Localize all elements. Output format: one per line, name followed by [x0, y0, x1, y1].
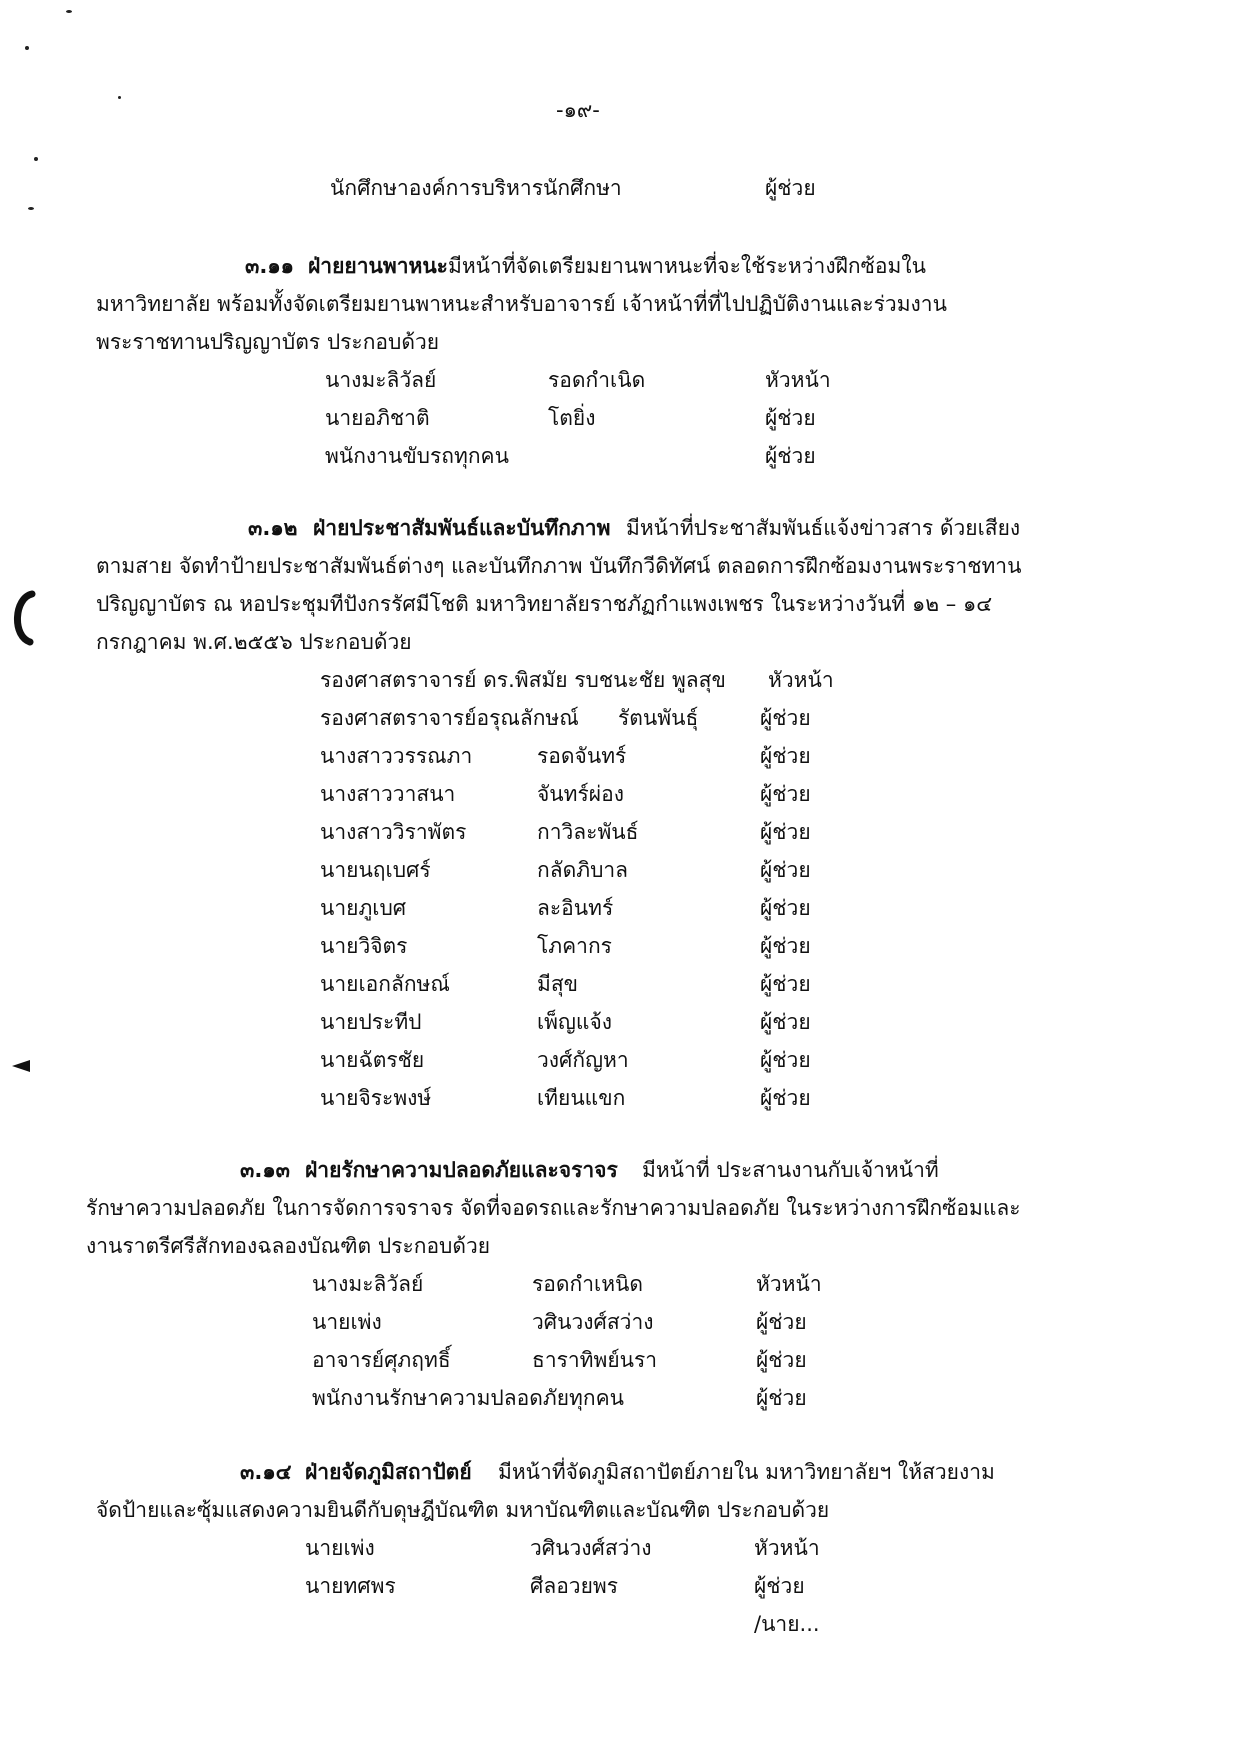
paragraph-line: ตามสาย จัดทำป้ายประชาสัมพันธ์ต่างๆ และบันทึกภาพ บันทึกวีดิทัศน์ ตลอดการฝึกซ้อมงานพระราชทาน — [96, 554, 1022, 578]
member-role: ผู้ช่วย — [760, 934, 811, 958]
member-first-name: นายประทีป — [320, 1010, 422, 1034]
member-first-name: นางสาววรรณภา — [320, 744, 473, 768]
member-role: ผู้ช่วย — [760, 782, 811, 806]
member-first-name: นางมะลิวัลย์ — [325, 368, 437, 392]
member-role: ผู้ช่วย — [760, 1048, 811, 1072]
paragraph-line: กรกฎาคม พ.ศ.๒๕๕๖ ประกอบด้วย — [96, 630, 412, 654]
paragraph-line: ปริญญาบัตร ณ หอประชุมทีปังกรรัศมีโชติ มหาวิทยาลัยราชภัฏกำแพงเพชร ในระหว่างวันที่ ๑๒ – ๑๔ — [96, 592, 993, 616]
member-role: ผู้ช่วย — [756, 1348, 807, 1372]
member-last-name: วศินวงศ์สว่าง — [530, 1536, 652, 1560]
member-last-name: กลัดภิบาล — [537, 858, 629, 882]
section-heading: ฝ่ายรักษาความปลอดภัยและจราจร — [305, 1158, 618, 1182]
member-role: ผู้ช่วย — [756, 1310, 807, 1334]
member-role: ผู้ช่วย — [760, 744, 811, 768]
member-first-name: นายวิจิตร — [320, 934, 408, 958]
section-number: ๓.๑๓ — [240, 1158, 291, 1182]
member-first-name: นายฉัตรชัย — [320, 1048, 425, 1072]
member-first-name: พนักงานขับรถทุกคน — [325, 444, 509, 468]
member-role: ผู้ช่วย — [765, 406, 816, 430]
member-role: หัวหน้า — [768, 668, 834, 692]
continuation-marker: /นาย... — [754, 1612, 820, 1636]
paragraph-line: รักษาความปลอดภัย ในการจัดการจราจร จัดที่จอดรถและรักษาความปลอดภัย ในระหว่างการฝึกซ้อมและ — [86, 1196, 1021, 1220]
member-first-name: นางสาววิราพัตร — [320, 820, 467, 844]
member-first-name: นายภูเบศ — [320, 896, 407, 920]
member-role: หัวหน้า — [756, 1272, 822, 1296]
member-last-name: โตยิ่ง — [548, 406, 596, 430]
member-last-name: กาวิละพันธ์ — [537, 820, 639, 844]
paragraph-line: มีหน้าที่ประชาสัมพันธ์แจ้งข่าวสาร ด้วยเสียง — [626, 516, 1021, 540]
section-heading: ฝ่ายจัดภูมิสถาปัตย์ — [305, 1460, 472, 1484]
paragraph-line: มีหน้าที่จัดภูมิสถาปัตย์ภายใน มหาวิทยาลัยฯ ให้สวยงาม — [498, 1460, 995, 1484]
member-role: ผู้ช่วย — [765, 176, 816, 200]
member-last-name: เพ็ญแจ้ง — [537, 1010, 613, 1034]
member-first-name: รองศาสตราจารย์อรุณลักษณ์ — [320, 706, 579, 730]
member-role: ผู้ช่วย — [760, 706, 811, 730]
scan-speck — [28, 207, 34, 210]
section-number: ๓.๑๑ — [245, 254, 294, 278]
margin-bracket-mark — [8, 590, 36, 646]
section-heading: ฝ่ายยานพาหนะ — [308, 254, 448, 278]
member-last-name: มีสุข — [537, 972, 579, 996]
member-first-name: นายทศพร — [305, 1574, 396, 1598]
member-last-name: รอดกำเนิด — [548, 368, 646, 392]
section-number: ๓.๑๒ — [248, 516, 298, 540]
member-role: ผู้ช่วย — [760, 820, 811, 844]
member-role: ผู้ช่วย — [760, 1086, 811, 1110]
member-role: หัวหน้า — [754, 1536, 820, 1560]
paragraph-line: มหาวิทยาลัย พร้อมทั้งจัดเตรียมยานพาหนะสำหรับอาจารย์ เจ้าหน้าที่ที่ไปปฏิบัติงานและร่วมงาน — [96, 292, 947, 316]
member-role: หัวหน้า — [765, 368, 831, 392]
member-last-name: รอดกำเหนิด — [532, 1272, 644, 1296]
member-role: ผู้ช่วย — [760, 1010, 811, 1034]
paragraph-line: จัดป้ายและซุ้มแสดงความยินดีกับดุษฎีบัณฑิต มหาบัณฑิตและบัณฑิต ประกอบด้วย — [96, 1498, 830, 1522]
scan-speck — [25, 46, 29, 50]
paragraph-line: มีหน้าที่ ประสานงานกับเจ้าหน้าที่ — [642, 1158, 939, 1182]
page-number: -๑๙- — [556, 98, 600, 122]
margin-arrow-mark — [12, 1060, 32, 1072]
member-first-name: อาจารย์ศุภฤทธิ์ — [312, 1348, 451, 1372]
member-first-name: นายเอกลักษณ์ — [320, 972, 450, 996]
paragraph-line: งานราตรีศรีสักทองฉลองบัณฑิต ประกอบด้วย — [86, 1234, 491, 1258]
section-number: ๓.๑๔ — [240, 1460, 292, 1484]
paragraph-line: พระราชทานปริญญาบัตร ประกอบด้วย — [96, 330, 440, 354]
member-last-name: โภคากร — [537, 934, 612, 958]
scan-speck — [118, 96, 121, 99]
member-last-name: รอดจันทร์ — [537, 744, 627, 768]
member-last-name: ศีลอวยพร — [530, 1574, 619, 1598]
member-first-name: นางสาววาสนา — [320, 782, 456, 806]
member-first-name: นายจิระพงษ์ — [320, 1086, 432, 1110]
member-first-name: นายนฤเบศร์ — [320, 858, 431, 882]
scan-speck — [34, 157, 38, 161]
member-last-name: ธาราทิพย์นรา — [532, 1348, 658, 1372]
member-first-name: นางมะลิวัลย์ — [312, 1272, 424, 1296]
member-first-name: นักศึกษาองค์การบริหารนักศึกษา — [330, 176, 622, 200]
member-first-name: พนักงานรักษาความปลอดภัยทุกคน — [312, 1386, 624, 1410]
member-role: ผู้ช่วย — [760, 896, 811, 920]
member-last-name: รัตนพันธุ์ — [618, 706, 699, 730]
member-last-name: จันทร์ผ่อง — [537, 782, 624, 806]
member-first-name: นายเพ่ง — [305, 1536, 375, 1560]
member-role: ผู้ช่วย — [756, 1386, 807, 1410]
member-role: ผู้ช่วย — [765, 444, 816, 468]
scan-speck — [66, 10, 72, 13]
section-heading: ฝ่ายประชาสัมพันธ์และบันทึกภาพ — [313, 516, 611, 540]
member-last-name: ละอินทร์ — [537, 896, 614, 920]
member-first-name: รองศาสตราจารย์ ดร.พิสมัย รบชนะชัย พูลสุข — [320, 668, 726, 692]
member-last-name: วศินวงศ์สว่าง — [532, 1310, 654, 1334]
member-role: ผู้ช่วย — [760, 858, 811, 882]
member-first-name: นายเพ่ง — [312, 1310, 382, 1334]
member-first-name: นายอภิชาติ — [325, 406, 430, 430]
member-last-name: วงศ์กัญหา — [537, 1048, 629, 1072]
member-role: ผู้ช่วย — [760, 972, 811, 996]
member-role: ผู้ช่วย — [754, 1574, 805, 1598]
member-last-name: เทียนแขก — [537, 1086, 626, 1110]
paragraph-line: มีหน้าที่จัดเตรียมยานพาหนะที่จะใช้ระหว่างฝึกซ้อมใน — [448, 254, 926, 278]
